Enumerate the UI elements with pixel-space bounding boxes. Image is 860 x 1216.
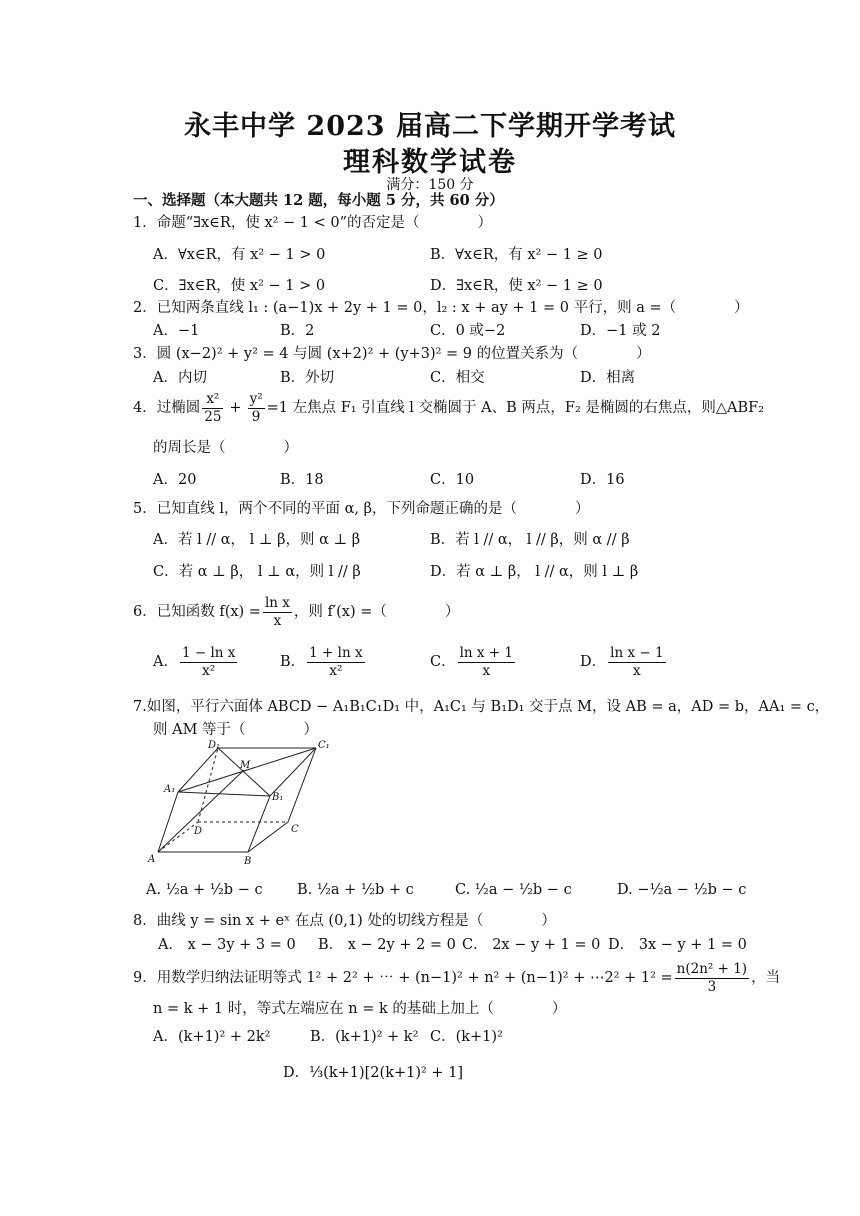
question-2-option-a: A．−1 (153, 323, 200, 339)
question-4-stem: 4．过椭圆 $\frac{\text{x²}}{25}$ + $\frac{\text{y²}}{9}$ =1 左焦点 F₁ 引直线 l 交椭圆于 A、B 两点，F₂ 是椭圆的右焦点，则△ABF₂ (133, 390, 765, 425)
question-2-stem: 2．已知两条直线 l₁ : (a−1)x + 2y + 1 = 0，l₂ : x + ay + 1 = 0 平行，则 a =（ ） (133, 300, 749, 316)
question-2-option-c: C．0 或−2 (430, 323, 506, 339)
question-9-stem: 9．用数学归纳法证明等式 1² + 2² + ⋯ + (n−1)² + n² + (n−1)² + ⋯2² + 1² = $\frac{\text{n(2n² + 1)}}{3}$ ，当 (133, 960, 781, 995)
parallelepiped-figure (140, 738, 340, 870)
question-6-option-d: D． $\frac{\text{ln x − 1}}{x}$ (580, 644, 664, 679)
question-7-stem-continued: 则 AM 等于（ ） (153, 722, 319, 738)
question-6-option-c: C． $\frac{\text{ln x + 1}}{x}$ (430, 644, 514, 679)
question-7-option-c: C. ½a − ½b − c (455, 882, 572, 898)
label-a1: A₁ (164, 784, 176, 795)
label-d1: D₁ (208, 740, 221, 751)
exam-subtitle: 理科数学试卷 (343, 147, 517, 178)
question-1-option-c: C．∃x∈R，使 x² − 1 > 0 (153, 278, 326, 294)
hidden-edge-ad (158, 822, 198, 852)
question-9-option-c: C．(k+1)² (430, 1029, 503, 1045)
ellipse-fraction-y: $\frac{\text{y²}}{9}$ (249, 390, 263, 425)
question-4-option-a: A．20 (153, 472, 197, 488)
label-b1: B₁ (272, 792, 284, 803)
question-5-option-a: A．若 l // α， l ⊥ β，则 α ⊥ β (153, 532, 361, 548)
question-3-option-a: A．内切 (153, 370, 207, 386)
label-c1: C₁ (318, 740, 330, 751)
question-9-option-b: B．(k+1)² + k² (310, 1029, 419, 1045)
question-6-option-b: B． $\frac{\text{1 + ln x}}{\text{x²}}$ (280, 644, 363, 679)
section-heading: 一、选择题（本大题共 12 题，每小题 5 分，共 60 分） (133, 192, 504, 209)
question-7-option-d: D. −½a − ½b − c (617, 882, 747, 898)
edge-a1b1 (178, 792, 270, 796)
question-8-stem: 8．曲线 y = sin x + eˣ 在点 (0,1) 处的切线方程是（ ） (133, 913, 556, 929)
function-fraction: $\frac{\text{ln x}}{x}$ (264, 594, 290, 629)
question-5-option-d: D．若 α ⊥ β， l // α，则 l ⊥ β (430, 564, 639, 580)
question-8-option-b: B． x − 2y + 2 = 0 (318, 937, 456, 953)
question-1-option-d: D．∃x∈R，使 x² − 1 ≥ 0 (430, 278, 603, 294)
question-7-option-a: A. ½a + ½b − c (146, 882, 263, 898)
question-4-option-d: D．16 (580, 472, 625, 488)
question-9-option-d: D．⅓(k+1)[2(k+1)² + 1] (283, 1065, 464, 1081)
question-3-option-b: B．外切 (280, 370, 335, 386)
question-6-option-a: A． $\frac{\text{1 − ln x}}{\text{x²}}$ (153, 644, 236, 679)
label-m: M (240, 760, 251, 771)
question-1-stem: 1．命题“∃x∈R，使 x² − 1 < 0”的否定是（ ） (133, 215, 493, 231)
question-1-option-a: A．∀x∈R，有 x² − 1 > 0 (153, 247, 326, 263)
label-d: D (194, 826, 203, 837)
question-1-option-b: B．∀x∈R，有 x² − 1 ≥ 0 (430, 247, 603, 263)
label-c: C (291, 824, 299, 835)
question-5-option-b: B．若 l // α， l // β，则 α // β (430, 532, 630, 548)
question-8-option-a: A． x − 3y + 3 = 0 (158, 937, 296, 953)
ellipse-fraction-x: $\frac{\text{x²}}{25}$ (204, 390, 222, 425)
question-2-option-b: B．2 (280, 323, 315, 339)
question-3-option-c: C．相交 (430, 370, 485, 386)
question-4-option-c: C．10 (430, 472, 475, 488)
segment-am (158, 770, 244, 852)
question-9-option-a: A．(k+1)² + 2k² (153, 1029, 271, 1045)
exam-title: 永丰中学 2023 届高二下学期开学考试 (184, 111, 676, 142)
question-8-option-c: C． 2x − y + 1 = 0 (462, 937, 601, 953)
question-7-stem: 7.如图，平行六面体 ABCD − A₁B₁C₁D₁ 中，A₁C₁ 与 B₁D₁ 交于点 M，设 AB = a，AD = b，AA₁ = c， (133, 699, 830, 715)
diagonal-b1d1 (218, 748, 270, 796)
question-4-option-b: B．18 (280, 472, 324, 488)
question-8-option-d: D． 3x − y + 1 = 0 (608, 937, 747, 953)
sum-fraction: $\frac{\text{n(2n² + 1)}}{3}$ (676, 960, 748, 995)
question-7-option-b: B. ½a + ½b + c (297, 882, 414, 898)
question-6-stem: 6．已知函数 f(x) = $\frac{\text{ln x}}{x}$ ，则 f′(x) =（ ） (133, 594, 460, 629)
question-9-stem-continued: n = k + 1 时，等式左端应在 n = k 的基础上加上（ ） (153, 1001, 567, 1017)
question-2-option-d: D．−1 或 2 (580, 323, 661, 339)
full-score: 满分：150 分 (386, 177, 474, 193)
question-3-option-d: D．相离 (580, 370, 636, 386)
question-5-option-c: C．若 α ⊥ β， l ⊥ α，则 l // β (153, 564, 361, 580)
question-4-stem-continued: 的周长是（ ） (153, 440, 298, 456)
label-a: A (148, 854, 156, 865)
question-5-stem: 5．已知直线 l，两个不同的平面 α, β，下列命题正确的是（ ） (133, 501, 590, 517)
edge-cc1 (288, 748, 316, 822)
label-b: B (244, 856, 252, 867)
question-3-stem: 3．圆 (x−2)² + y² = 4 与圆 (x+2)² + (y+3)² = 9 的位置关系为（ ） (133, 346, 651, 362)
